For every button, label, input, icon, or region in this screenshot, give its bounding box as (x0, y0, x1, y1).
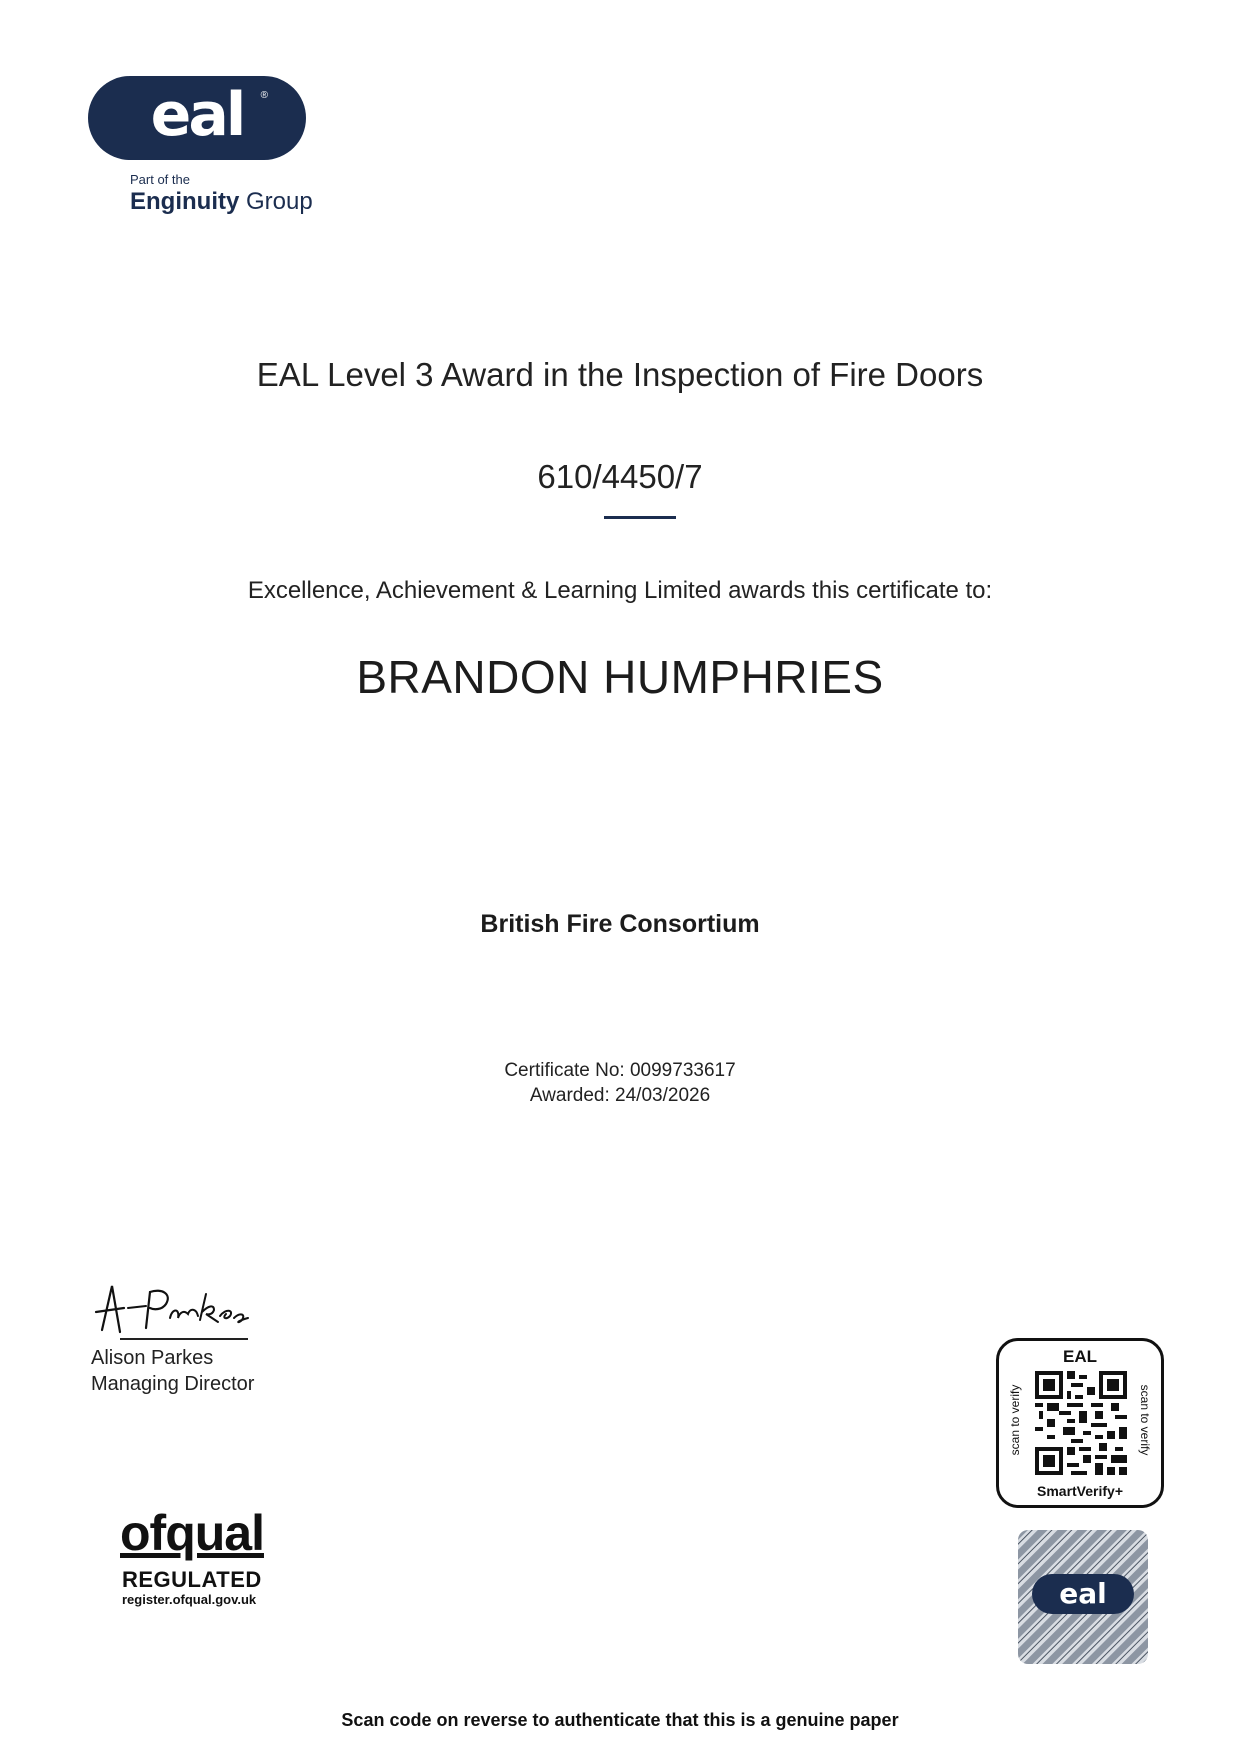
scan-to-verify-right: scan to verify (1138, 1384, 1152, 1456)
signatory-name: Alison Parkes (91, 1347, 214, 1369)
qr-code-icon (1035, 1371, 1127, 1475)
part-of-label: Part of the (130, 172, 190, 187)
title-divider (604, 516, 676, 519)
ofqual-regulated-label: REGULATED (122, 1567, 262, 1592)
candidate-name: BRANDON HUMPHRIES (356, 651, 884, 703)
scan-to-verify-left: scan to verify (1008, 1384, 1022, 1456)
smartverify-bottom-label: SmartVerify+ (1037, 1483, 1123, 1499)
qualification-title: EAL Level 3 Award in the Inspection of Fire Doors (256, 356, 984, 393)
smartverify-qr-panel (996, 1338, 1164, 1508)
registered-mark: ® (260, 90, 268, 101)
signature-image (88, 1278, 258, 1338)
eal-logo-wordmark: eal (150, 80, 244, 150)
authentication-note: Scan code on reverse to authenticate that this is a genuine paper (341, 1710, 899, 1730)
signatory-role: Managing Director (91, 1373, 255, 1395)
certificate-number: Certificate No: 0099733617 (504, 1060, 736, 1081)
group-name-bold: Enginuity (130, 188, 240, 215)
ofqual-logo: ofqual (120, 1505, 264, 1561)
centre-name: British Fire Consortium (480, 910, 760, 938)
group-name (130, 188, 313, 216)
eal-hologram-seal (1018, 1530, 1148, 1664)
smartverify-top-label: EAL (1063, 1347, 1097, 1366)
signatory-block (91, 1345, 254, 1397)
ofqual-register-url: register.ofqual.gov.uk (122, 1592, 257, 1607)
eal-logo (88, 76, 306, 160)
signature-line (120, 1338, 248, 1340)
awarded-date: Awarded: 24/03/2026 (529, 1085, 711, 1106)
group-name-suffix: Group (239, 188, 313, 215)
qualification-number: 610/4450/7 (537, 458, 703, 495)
awarding-statement: Excellence, Achievement & Learning Limited awards this certificate to: (247, 577, 993, 604)
hologram-wordmark: eal (1059, 1577, 1107, 1610)
